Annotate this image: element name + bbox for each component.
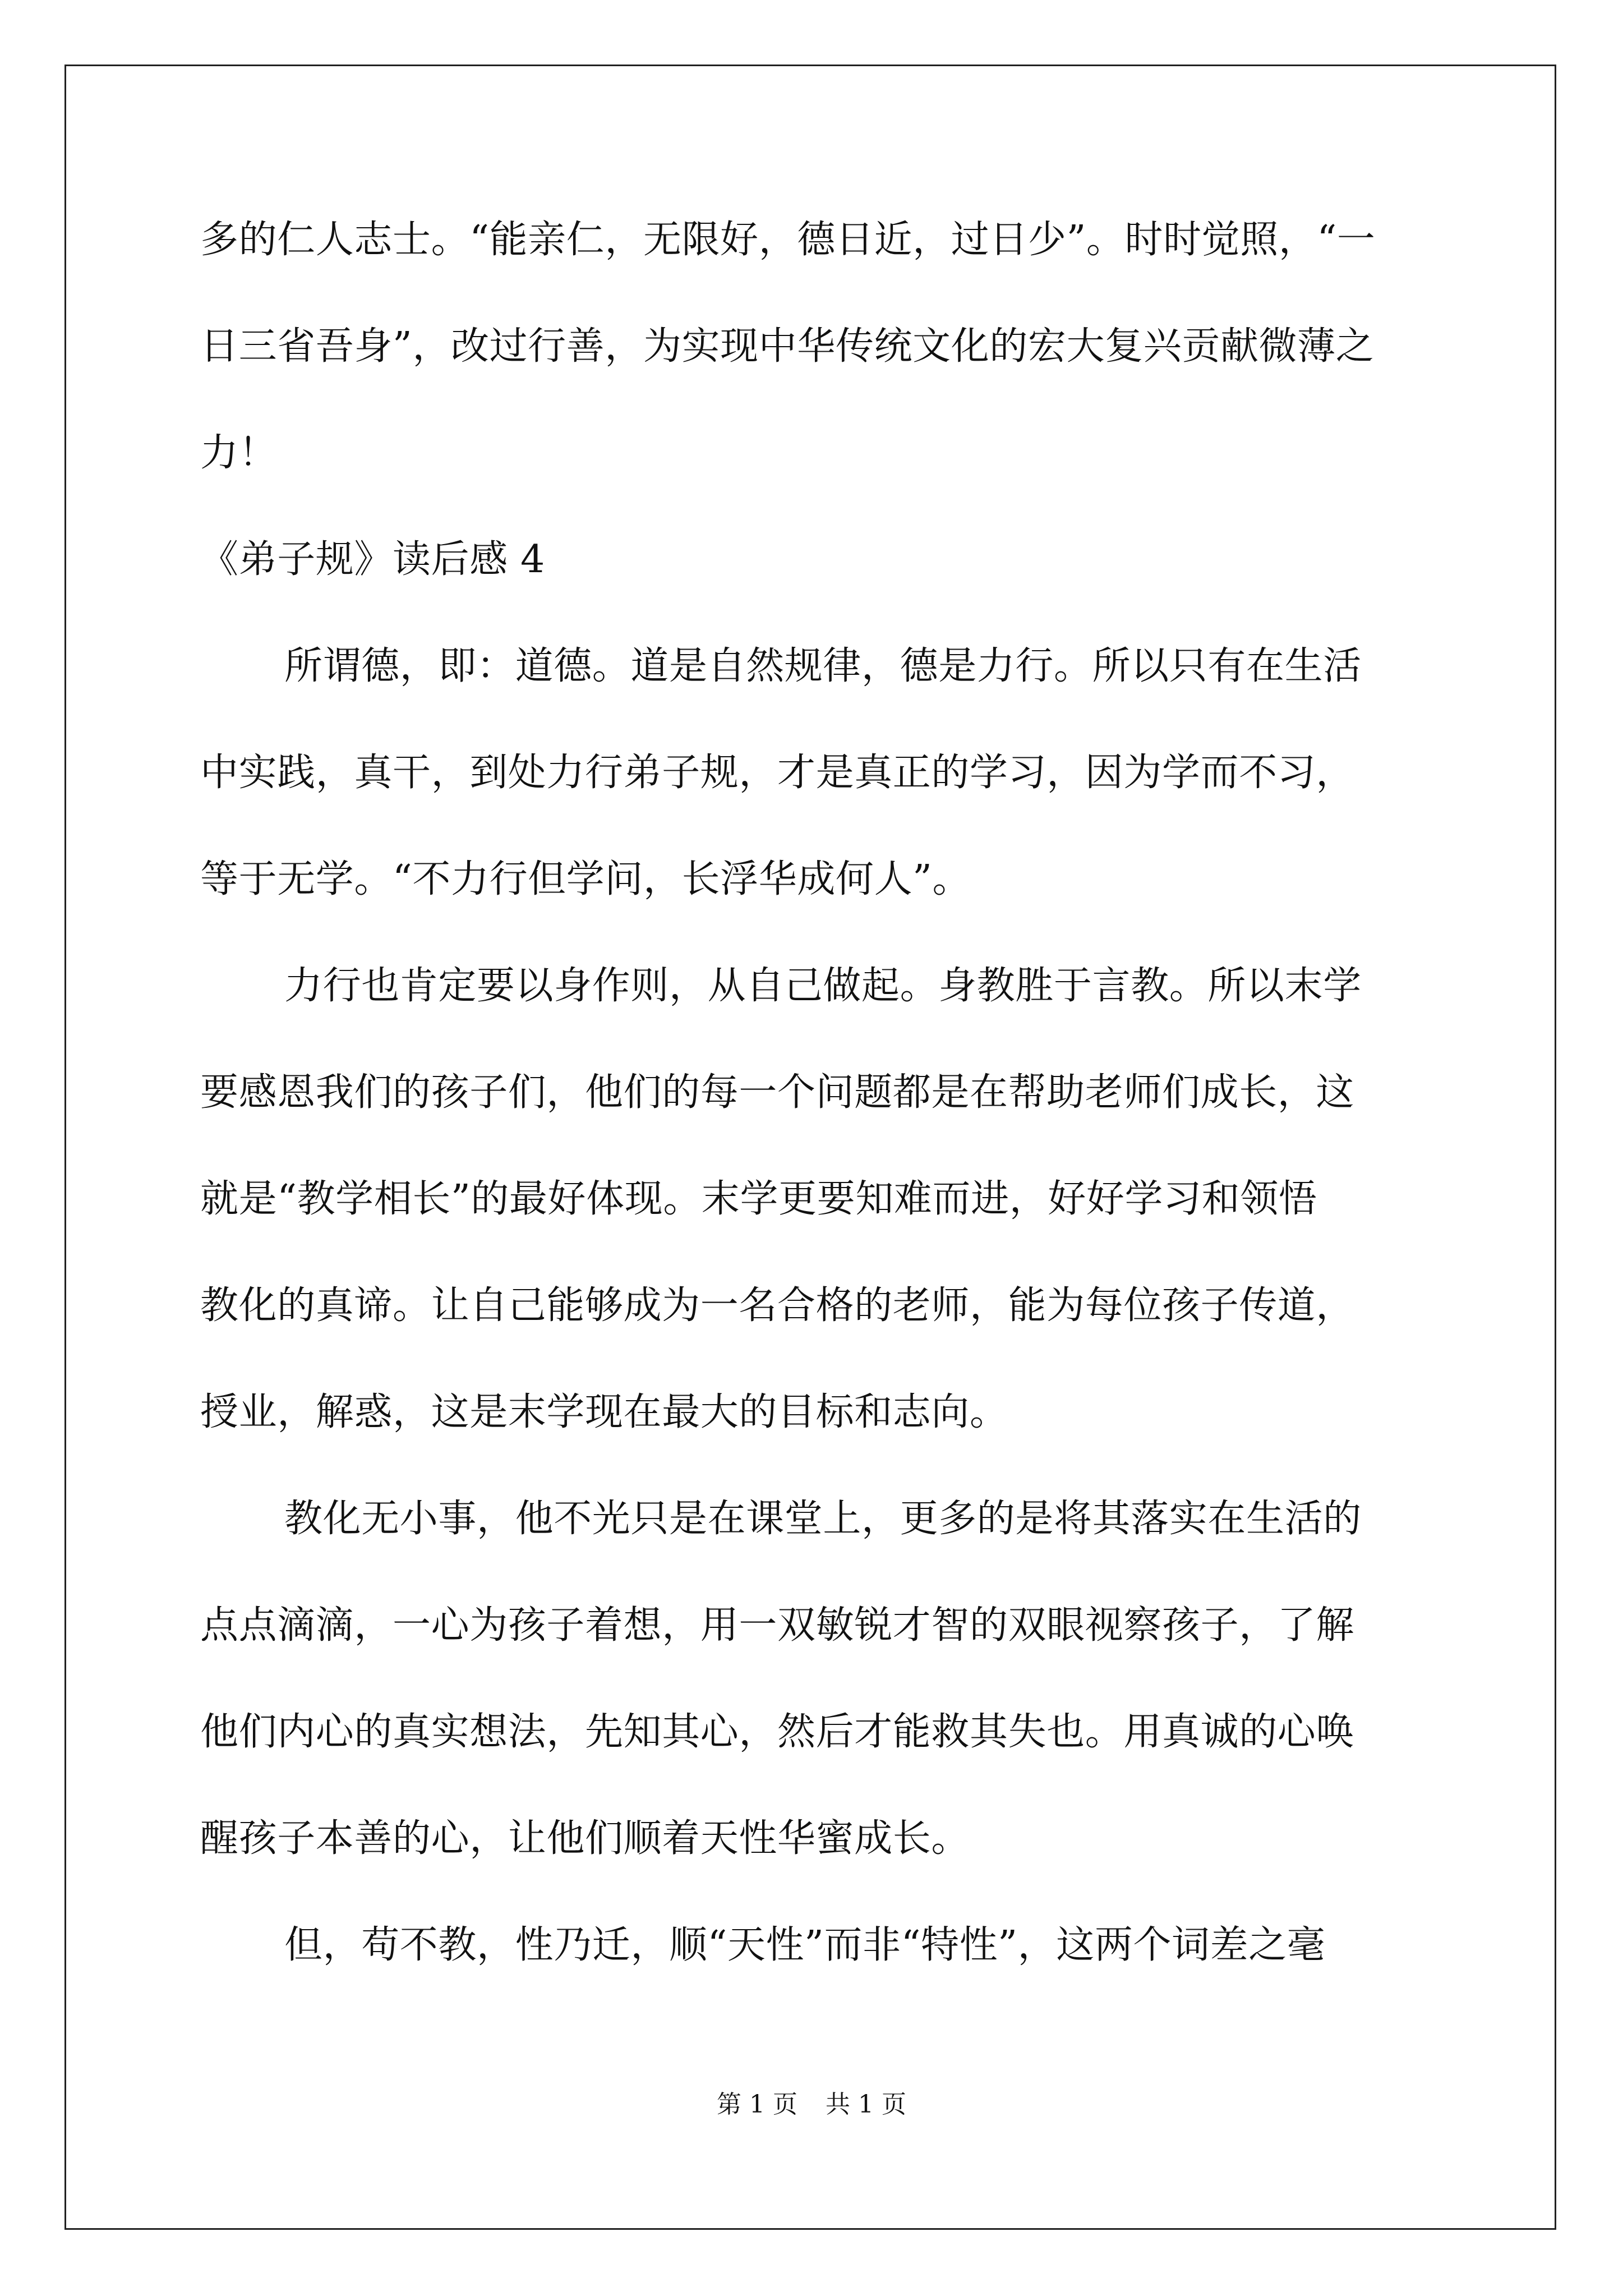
page-number: 第 1 页 <box>717 2090 797 2119</box>
page-total: 共 1 页 <box>826 2090 906 2119</box>
text-line: 等于无学。“不力行但学问，长浮华成何人”。 <box>200 857 971 901</box>
text-line: 醒孩子本善的心，让他们顺着天性华蜜成长。 <box>200 1816 970 1861</box>
text-line: 他们内心的真实想法，先知其心，然后才能救其失也。用真诚的心唤 <box>200 1710 1355 1754</box>
text-line: 力！ <box>200 431 278 475</box>
text-line: 就是“教学相长”的最好体现。末学更要知难而进，好好学习和领悟 <box>200 1177 1317 1221</box>
text-line: 中实践，真干，到处力行弟子规，才是真正的学习，因为学而不习， <box>200 751 1355 795</box>
page-footer <box>0 2088 1623 2122</box>
paragraph-start: 力行也肯定要以身作则，从自己做起。身教胜于言教。所以末学 <box>284 964 1362 1008</box>
paragraph-start: 但，苟不教，性乃迁，顺“天性”而非“特性”，这两个词差之毫 <box>284 1923 1326 1967</box>
text-line: 点点滴滴，一心为孩子着想，用一双敏锐才智的双眼视察孩子，了解 <box>200 1603 1355 1648</box>
paragraph-start: 所谓德，即：道德。道是自然规律，德是力行。所以只有在生活 <box>284 644 1362 688</box>
text-line: 多的仁人志士。“能亲仁，无限好，德日近，过日少”。时时觉照，“一 <box>200 218 1376 262</box>
text-line: 教化的真谛。让自己能够成为一名合格的老师，能为每位孩子传道， <box>200 1283 1355 1328</box>
text-line: 授业，解惑，这是末学现在最大的目标和志向。 <box>200 1390 1008 1434</box>
section-heading: 《弟子规》读后感 4 <box>200 537 545 582</box>
text-line: 日三省吾身”，改过行善，为实现中华传统文化的宏大复兴贡献微薄之 <box>200 324 1375 369</box>
text-line: 要感恩我们的孩子们，他们的每一个问题都是在帮助老师们成长，这 <box>200 1070 1355 1115</box>
page-border <box>64 65 1556 2230</box>
paragraph-start: 教化无小事，他不光只是在课堂上，更多的是将其落实在生活的 <box>284 1497 1362 1541</box>
